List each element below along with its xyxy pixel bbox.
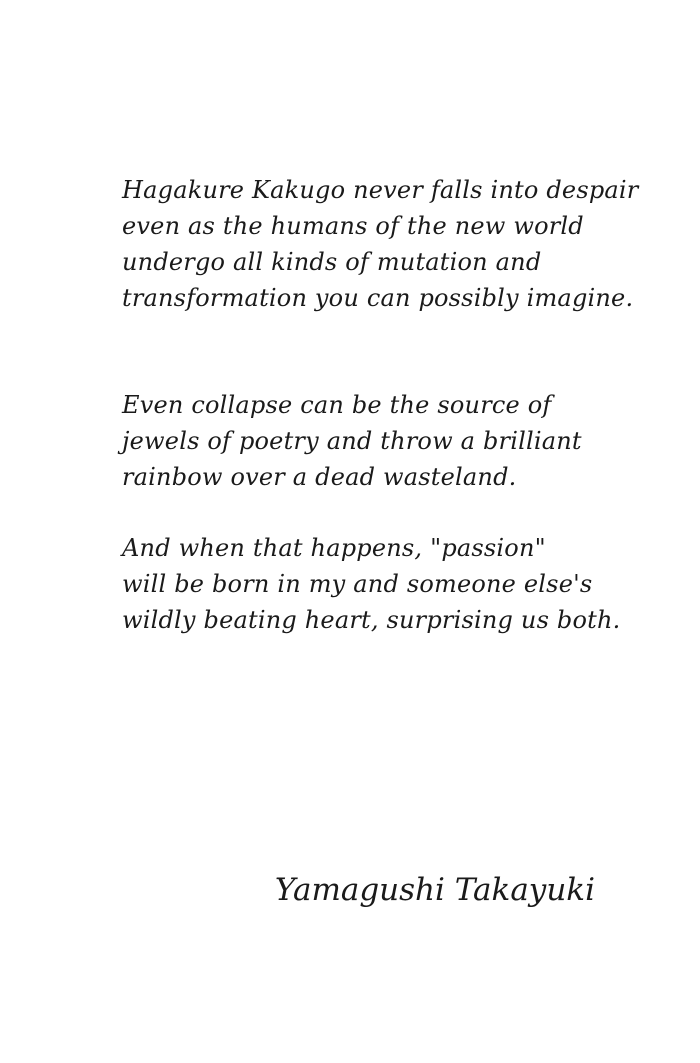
poem-line: undergo all kinds of mutation and (122, 248, 542, 276)
poem-line: And when that happens, "passion" (122, 534, 546, 562)
poem-stanza (122, 172, 638, 316)
poem-stanza (122, 530, 620, 638)
poem-line: transformation you can possibly imagine. (122, 284, 634, 312)
poem-line: jewels of poetry and throw a brilliant (122, 427, 582, 455)
poem-line: rainbow over a dead wasteland. (122, 463, 517, 491)
author-signature: Yamagushi Takayuki (274, 872, 595, 908)
poem-line: Even collapse can be the source of (122, 391, 552, 419)
poem-line: Hagakure Kakugo never falls into despair (122, 176, 639, 204)
poem-line: will be born in my and someone else's (122, 570, 593, 598)
poem-line: wildly beating heart, surprising us both. (122, 606, 621, 634)
poem-stanza (122, 387, 582, 495)
poem-line: even as the humans of the new world (122, 212, 584, 240)
